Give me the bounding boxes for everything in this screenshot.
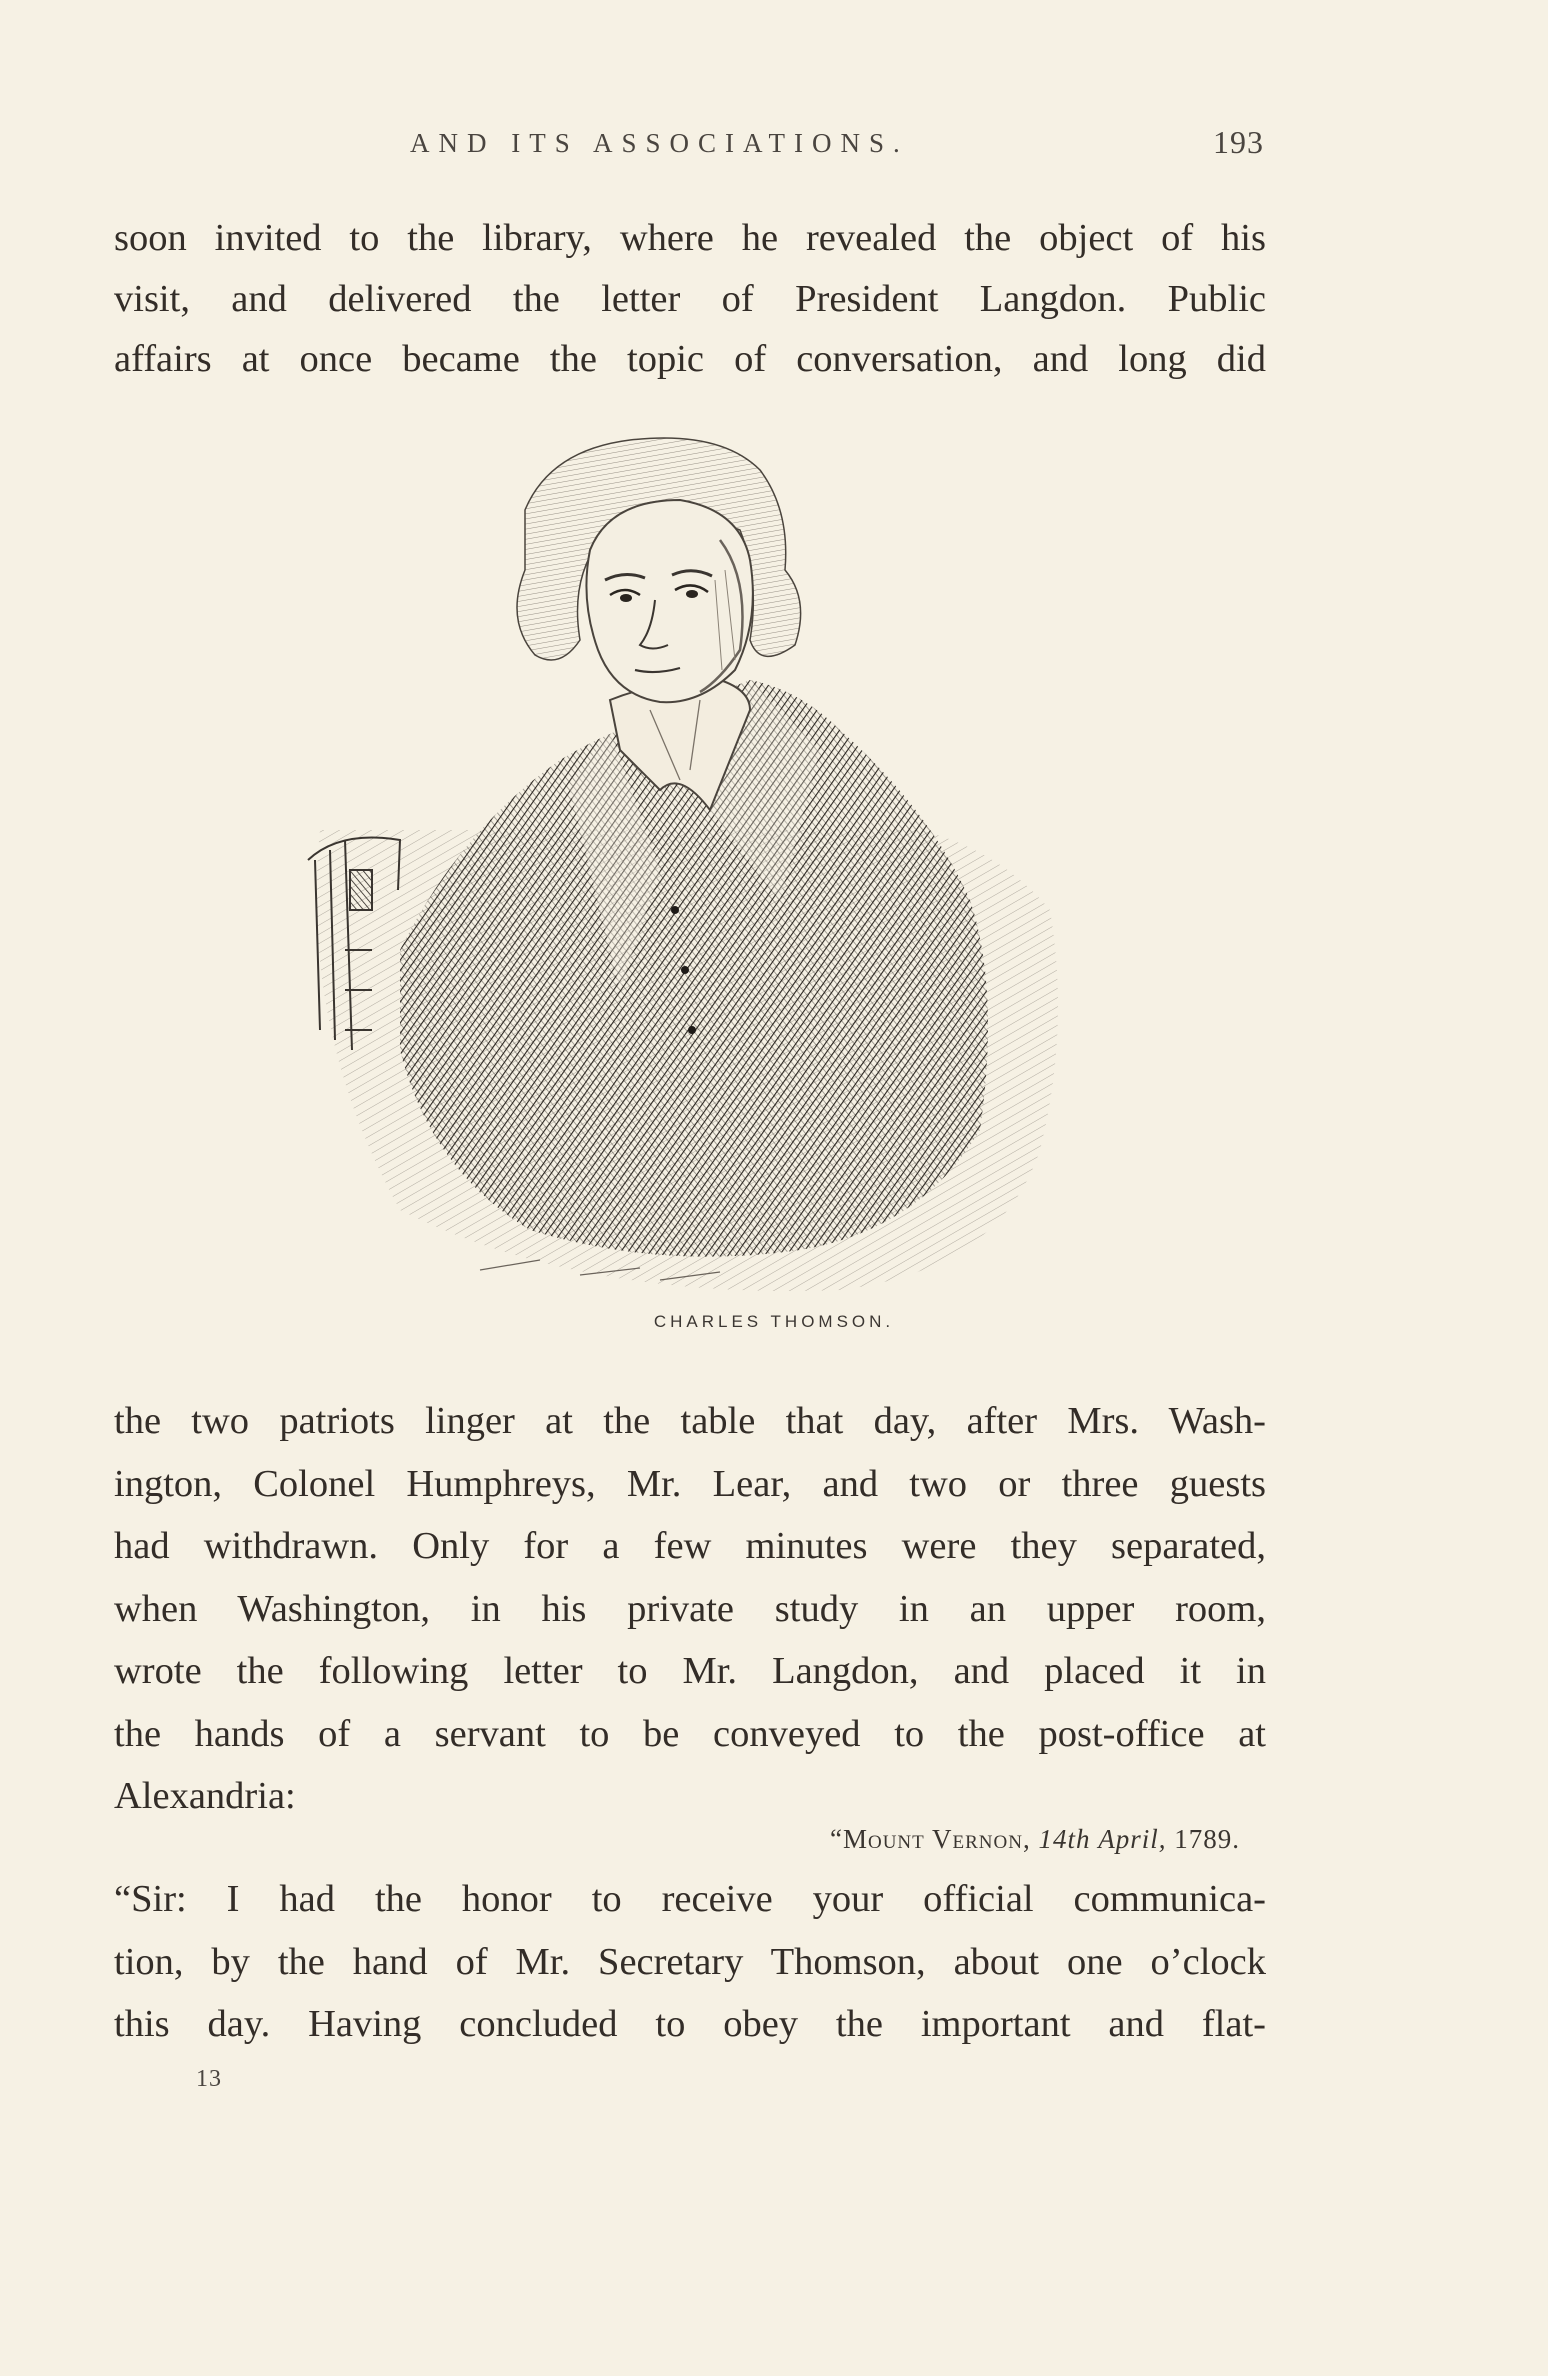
- paragraph-2: [114, 1390, 1266, 1828]
- paragraph-3: [114, 1868, 1266, 2056]
- dateline-month: April,: [1098, 1824, 1167, 1854]
- dateline-year: 1789.: [1174, 1824, 1240, 1854]
- text-line: tion, by the hand of Mr. Secretary Thomson, about one o’clock: [114, 1940, 1266, 1983]
- text-line: wrote the following letter to Mr. Langdon, and placed it in: [114, 1650, 1266, 1692]
- text-line: affairs at once became the topic of conversation, and long did: [114, 338, 1266, 380]
- dateline-place: Mount Vernon,: [842, 1824, 1031, 1854]
- letter-dateline: [830, 1824, 1240, 1855]
- dateline-day: 14th: [1038, 1824, 1091, 1854]
- text-line: the two patriots linger at the table that day, after Mrs. Wash-: [114, 1400, 1266, 1442]
- text-line: ington, Colonel Humphreys, Mr. Lear, and two or three guests: [114, 1462, 1266, 1505]
- running-head-title: AND ITS ASSOCIATIONS.: [410, 128, 909, 158]
- text-line: soon invited to the library, where he revealed the object of his: [114, 217, 1266, 259]
- dateline-quote: “: [830, 1824, 843, 1854]
- text-line: had withdrawn. Only for a few minutes were they separated,: [114, 1525, 1266, 1567]
- page-number: 193: [1213, 124, 1264, 160]
- running-head: [410, 124, 1264, 168]
- text-line: visit, and delivered the letter of President Langdon. Public: [114, 277, 1266, 320]
- engraved-portrait: [280, 430, 1240, 1310]
- text-line: “Sir: I had the honor to receive your official communica-: [114, 1878, 1266, 1920]
- text-line: this day. Having concluded to obey the important and flat-: [114, 2003, 1266, 2045]
- text-line: Alexandria:: [114, 1775, 296, 1817]
- text-line: the hands of a servant to be conveyed to the post-office at: [114, 1712, 1266, 1755]
- text-line: when Washington, in his private study in an upper room,: [114, 1587, 1266, 1630]
- paragraph-1: [114, 208, 1266, 390]
- illustration-caption: CHARLES THOMSON.: [653, 1312, 895, 1331]
- signature-mark: 13: [196, 2066, 222, 2092]
